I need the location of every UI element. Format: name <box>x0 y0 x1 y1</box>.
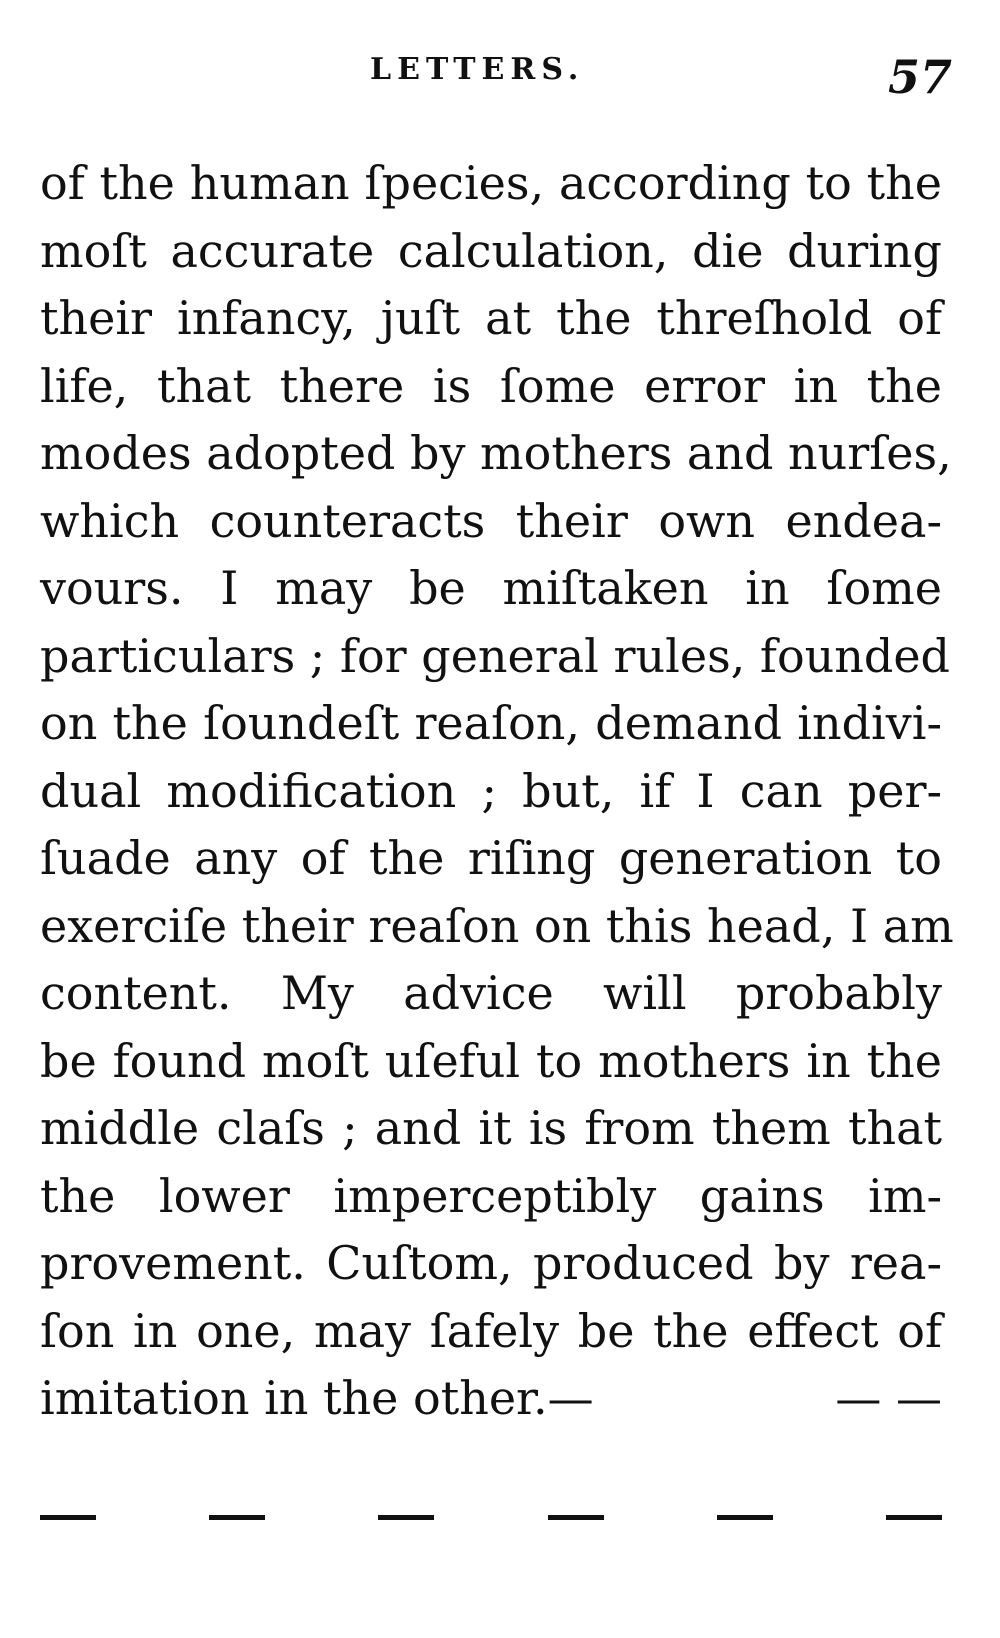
text-line: of the human ſpecies, according to the <box>40 156 942 210</box>
text-line: be found moſt uſeful to mothers in the <box>40 1033 942 1088</box>
closing-dash-rule <box>40 1515 942 1520</box>
text-line: ſon in one, may ſafely be the effect of <box>40 1303 942 1358</box>
text-line: particulars ; for general rules, founded <box>40 628 951 683</box>
text-line: exerciſe their reaſon on this head, I am <box>40 898 954 953</box>
text-line: ſuade any of the riſing generation to <box>40 831 942 885</box>
text-line: their infancy, juſt at the threſhold of <box>40 291 942 345</box>
last-line-text: imitation in the other.— <box>40 1371 594 1425</box>
text-line: middle claſs ; and it is from them that <box>40 1101 942 1155</box>
body-text <box>40 150 954 1433</box>
trailing-dashes: — — <box>835 1371 942 1425</box>
text-line: dual modification ; but, if I can per- <box>40 763 942 818</box>
running-head: LETTERS. <box>370 52 585 87</box>
dash-mark <box>886 1515 942 1520</box>
text-line: vours. I may be miſtaken in ſome <box>40 561 942 615</box>
text-line: which counteracts their own endea- <box>40 493 942 548</box>
dash-mark <box>40 1515 96 1520</box>
text-line: content. My advice will probably <box>40 966 942 1020</box>
page-number: 57 <box>888 50 953 104</box>
text-line: provement. Cuſtom, produced by rea- <box>40 1236 942 1290</box>
text-line: modes adopted by mothers and nurſes, <box>40 426 952 480</box>
text-line: moſt accurate calculation, die during <box>40 223 942 278</box>
text-line: the lower imperceptibly gains im- <box>40 1168 942 1223</box>
text-line: life, that there is ſome error in the <box>40 358 942 413</box>
dash-mark <box>717 1515 773 1520</box>
dash-mark <box>548 1515 604 1520</box>
dash-mark <box>209 1515 265 1520</box>
dash-mark <box>378 1515 434 1520</box>
text-line-last <box>40 1365 942 1433</box>
text-line: on the ſoundeſt reaſon, demand indivi- <box>40 696 942 750</box>
